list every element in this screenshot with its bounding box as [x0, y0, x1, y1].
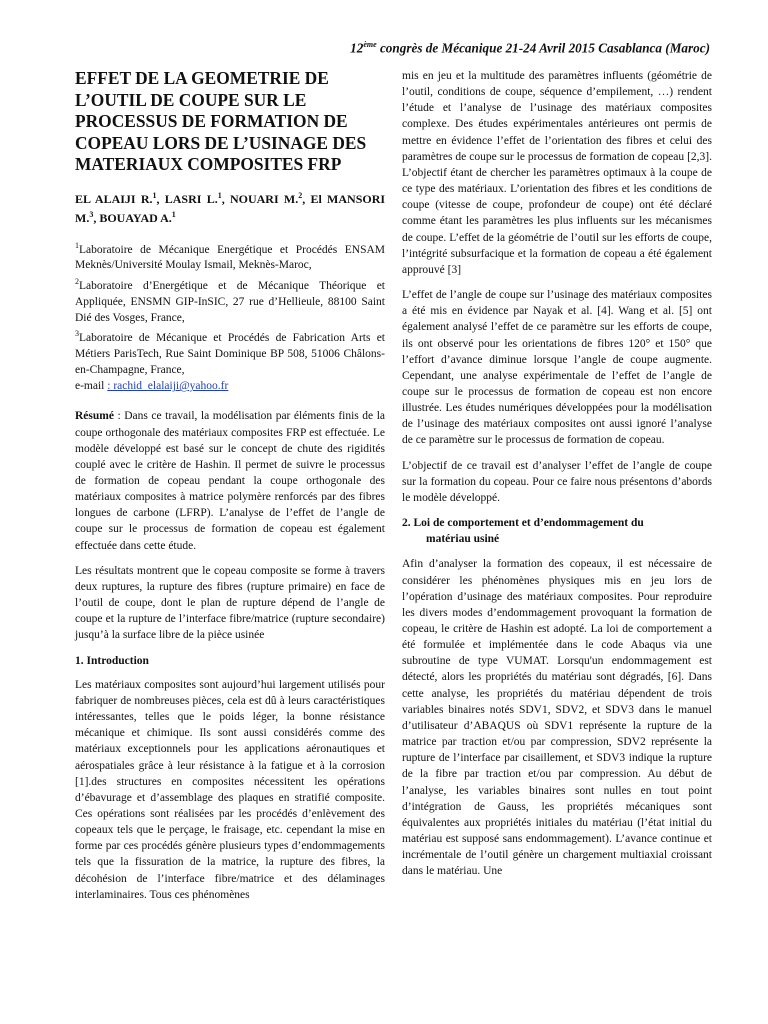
intro-paragraph-1: Les matériaux composites sont aujourd’hui largement utilisés pour fabriquer de nombreuses pièces, cela est dû à leurs caractéristiques intéressantes, telles que le poids léger, la bonne résistance mécanique et chimique. Ils sont aussi considérés comme des matériaux exceptionnels pour les applications aéronautiques et aérospatiales grâce à leur résistance à la fatigue et à la corrosion [1].des structures en composites nécessitent les opérations d’ébavurage et d’assemblage des plaques en stratifié composite. Ces opérations sont réalisées par les procédés d’enlèvement des copeaux tels que le perçage, le fraisage, etc. cependant la mise en forme par ces procédés génère plusieurs types d’endommagements tels que la fissuration de la matrice, la rupture des fibres, la décohésion de l’interface fibre/matrice et des délaminages interlaminaires. Tous ces phénomènes	[75, 678, 385, 901]
intro-paragraph-1-cont: mis en jeu et la multitude des paramètres influents (géométrie de l’outil, conditions de coupe, séquence d’empilement, …) rendent l’étude et l’analyse de l’usinage des matériaux composites complexe. Des études expérimentales antérieures ont permis de mettre en évidence l’effet de l’orientation des fibres et celui des paramètres de coupe sur le processus de formation de copeau [2,3]. L’objectif étant de chercher les paramètres optimaux à la coupe de ce type des matériaux. L’orientation des fibres et les conditions de coupe (vitesse de coupe, profondeur de coupe) ont été déclaré comme étant les paramètres les plus influents sur les mécanismes de coupe. L’effet de la géométrie de l’outil sur les efforts de coupe, l’intégrité subsurfacique et la formation de copeau a été également approuvé [3]	[402, 70, 712, 276]
abstract-text: : Dans ce travail, la modélisation par éléments finis de la coupe orthogonale des matériaux composites FRP est effectuée. Le modèle développé est basé sur le concept de chute des rigidités couplé avec le critère de Hashin. Il permet de suivre le processus de formation de copeau pendant la coupe orthogonale des matériaux composites à matrice polymère renforcés par des fibres longues de carbone (LFRP). L’analyse de l’effet de l’angle de coupe sur le processus de formation de copeau est également effectuée dans cette étude.	[75, 410, 385, 552]
author-5: BOUAYAD A.	[99, 210, 172, 225]
left-column	[75, 68, 385, 912]
header-text: congrès de Mécanique 21-24 Avril 2015 Casablanca (Maroc)	[376, 40, 710, 56]
abstract-results: Les résultats montrent que le copeau composite se forme à travers deux ruptures, la rupture des fibres (rupture primaire) en face de l’outil de coupe, dont le plan de rupture dépend de l’angle de coupe et la rupture de l’interface fibre/matrice (rupture secondaire) jusqu’à la surface libre de la pièce usinée	[75, 564, 385, 642]
affiliation-3: $^3$Laboratoire de Mécanique et Procédés de Fabrication Arts et Métiers ParisTech, Rue Saint Dominique BP 508, 51006 Châlons-en-Champagne, France,	[75, 328, 385, 377]
affiliation-2: $^2$Laboratoire d’Energétique et de Mécanique Théorique et Appliquée, ENSMN GIP-InSIC, 27 rue d’Hellieule, 88100 Saint Dié des Vosges, France,	[75, 276, 385, 324]
header-ordinal: 12	[350, 40, 364, 56]
section-2-heading: 2. Loi de comportement et d’endommagement du matériau usiné	[402, 517, 644, 546]
affiliation-1: $^1$Laboratoire de Mécanique Energétique et Procédés ENSAM Meknès/Université Moulay Ismail, Meknès-Maroc,	[75, 240, 385, 272]
abstract-label: Résumé	[75, 410, 114, 423]
author-1: EL ALAIJI R.	[75, 191, 153, 206]
author-3: NOUARI M.	[229, 191, 299, 206]
section-2-paragraph-1: Afin d’analyser la formation des copeaux, il est nécessaire de considérer les phénomènes physiques mis en jeu lors de l’opération d’usinage des matériaux composites. Pour reproduire les divers modes d’endommagement provoquant la formation de copeau, le critère de Hashin est adopté. La loi de comportement a été formulée et implémentée dans le code Abaqus via une subroutine de type VUMAT. Lorsqu'un endommagement est détecté, alors les propriétés du matériau sont dégradés, [6]. Dans cette analyse, les propriétés du matériau dépendent de trois variables binaires notés SDV1, SDV2, et SDV3 dans le manuel d’utilisateur d’ABAQUS où SDV1 représente la rupture de la matrice par traction et/ou par compression, SDV2 représente la rupture de l’interface par cisaillement, et SDV3 indique la rupture de la fibre par traction et/ou par compression. Au début de l’analyse, les variables binaires sont nulles en tout point d’intégration de Gauss, les propriétés mécaniques sont équivalentes aux propriétés initiales du matériau (l’état initial du matériau est supposé sans endommagement). L’avance continue et incrémentale de l’outil génère un chargement multiaxial croissant dans le matériau. Une	[402, 558, 712, 878]
intro-paragraph-2: L’effet de l’angle de coupe sur l’usinage des matériaux composites a été mis en évidence par Nayak et al. [4]. Wang et al. [5] ont également analysé l’effet de ce paramètre sur les efforts de coupe, ils ont observé pour les orientations de fibres 120° et 150° que l’effort d’avance diminue lorsque l’angle de coupe augmente. Cependant, une analyse expérimentale de l’effet de l’angle de coupe sur le processus de formation de copeau est non encore illustrée. Les études numériques développées pour la modélisation de l’usinage des matériaux composites ont aussi ignoré l’analyse de ce paramètre sur le processus de formation de copeau.	[402, 289, 712, 447]
author-4: El MANSORI M.	[75, 191, 386, 225]
email-link[interactable]: : rachid_elalaiji@yahoo.fr	[107, 380, 229, 393]
right-column	[402, 68, 712, 889]
section-1-heading: 1. Introduction	[75, 654, 149, 667]
paper-title: EFFET DE LA GEOMETRIE DE L’OUTIL DE COUPE SUR LE PROCESSUS DE FORMATION DE COPEAU LORS DE L’USINAGE DES MATERIAUX COMPOSITES FRP	[75, 68, 367, 174]
abstract	[75, 408, 385, 553]
author-2: LASRI L.	[164, 191, 218, 206]
email-line: e-mail : rachid_elalaiji@yahoo.fr	[75, 380, 229, 393]
header-ordinal-sup: ème	[363, 40, 377, 49]
author-list: EL ALAIJI R.$^1$, LASRI L.$^1$, NOUARI M.$^2$, El MANSORI M.$^3$, BOUAYAD A.$^1$	[75, 190, 386, 225]
intro-paragraph-3: L’objectif de ce travail est d’analyser l’effet de l’angle de coupe sur la formation du copeau. Pour ce faire nous présentons d’abords le modèle développé.	[402, 459, 712, 504]
conference-header	[350, 40, 710, 56]
